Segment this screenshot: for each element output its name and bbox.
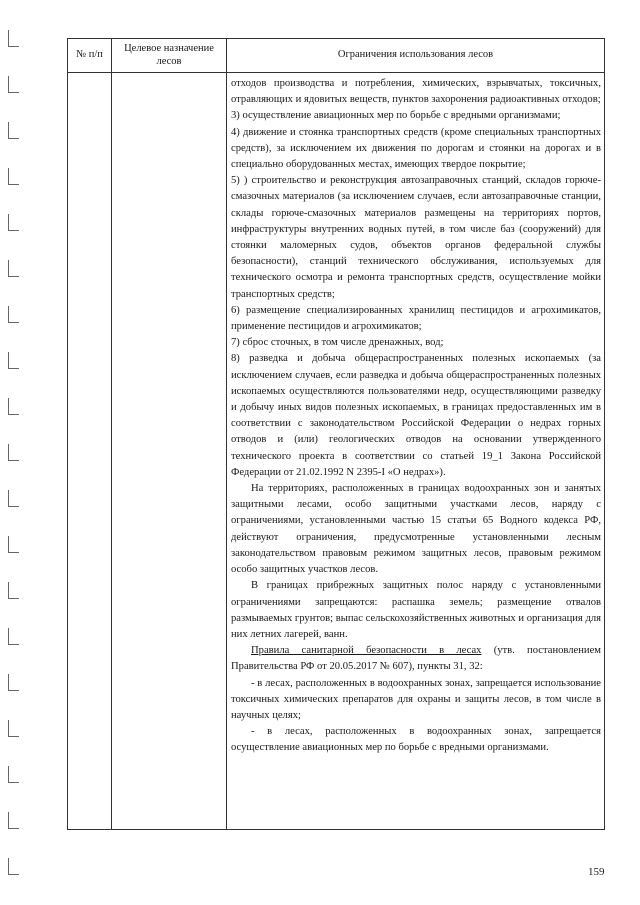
restrictions-table bbox=[67, 38, 605, 830]
paragraph: 5) ) строительство и реконструкция автозаправочных станций, складов горюче-смазочных материалов (за исключением случаев, если автозаправочные станции, склады горюче-смазочных материалов размещены на территориях портов, инфраструктуры внутренних водных путей, в том числе баз (сооружений) для стоянки маломерных судов, объектов органов федеральной службы безопасности), станций технического обслуживания, используемых для технического осмотра и ремонта транспортных средств, осуществление мойки транспортных средств; bbox=[231, 175, 601, 300]
paragraph: 7) сброс сточных, в том числе дренажных, вод; bbox=[231, 337, 444, 349]
paragraph: 3) осуществление авиационных мер по борьбе с вредными организмами; bbox=[231, 110, 561, 122]
paragraph bbox=[231, 643, 601, 675]
paragraph: В границах прибрежных защитных полос наряду с установленными ограничениями запрещаются: распашка земель; размещение отвалов размываемых грунтов; выпас сельскохозяйственных животных и организация для них летних лагерей, ванн. bbox=[231, 580, 601, 640]
binding-margin-marks bbox=[8, 30, 22, 880]
rules-reference-link: Правила санитарной безопасности в лесах bbox=[251, 645, 482, 657]
column-divider bbox=[111, 39, 112, 829]
rules-reference-text: (утв. постановлением Правительства РФ от 20.05.2017 № 607), пункты 31, 32: bbox=[231, 645, 602, 673]
header-number: № п/п bbox=[76, 49, 103, 61]
column-divider bbox=[226, 39, 227, 829]
header-restrictions: Ограничения использования лесов bbox=[337, 49, 494, 61]
paragraph: 8) разведка и добыча общераспространенных полезных ископаемых (за исключением случаев, если разведка и добыча общераспространенных полезных ископаемых осуществляются пользователями недр, осуществляющими разведку и добычу иных видов полезных ископаемых, в границах предоставленных им в соответствии с законодательством Российской Федерации о недрах горных отводов и (или) геологических отводов на основании утвержденного технического проекта в соответствии со статьей 19_1 Закона Российской Федерации от 21.02.1992 N 2395-I «О недрах»). bbox=[231, 353, 601, 478]
paragraph: - в лесах, расположенных в водоохранных зонах, запрещается осуществление авиационных мер по борьбе с вредными организмами. bbox=[231, 726, 601, 754]
header-purpose: Целевое назначение лесов bbox=[124, 42, 214, 67]
paragraph: - в лесах, расположенных в водоохранных зонах, запрещается использование токсичных химических препаратов для охраны и защиты лесов, в том числе в научных целях; bbox=[231, 677, 601, 721]
page-number: 159 bbox=[588, 866, 605, 878]
table-header bbox=[68, 39, 604, 73]
paragraph: 6) размещение специализированных хранилищ пестицидов и агрохимикатов, применение пестицидов и агрохимикатов; bbox=[231, 304, 601, 333]
paragraph: 4) движение и стоянка транспортных средств (кроме специальных транспортных средств), за исключением их движения по дорогам и стоянки на дорогах и в специально оборудованных местах, имеющих твердое покрытие; bbox=[231, 126, 601, 171]
paragraph: отходов производства и потребления, химических, взрывчатых, токсичных, отравляющих и ядовитых веществ, пунктов захоронения радиоактивных отходов; bbox=[231, 78, 601, 106]
paragraph: На территориях, расположенных в границах водоохранных зон и занятых защитными лесами, особо защитными участками лесов, наряду с ограничениями, установленными частью 15 статьи 65 Водного кодекса РФ, действуют ограничения, предусмотренные установленными лесным законодательством правовым режимом защитных лесов, правовым режимом особо защитных участков лесов. bbox=[231, 483, 601, 576]
restrictions-cell bbox=[231, 76, 601, 757]
